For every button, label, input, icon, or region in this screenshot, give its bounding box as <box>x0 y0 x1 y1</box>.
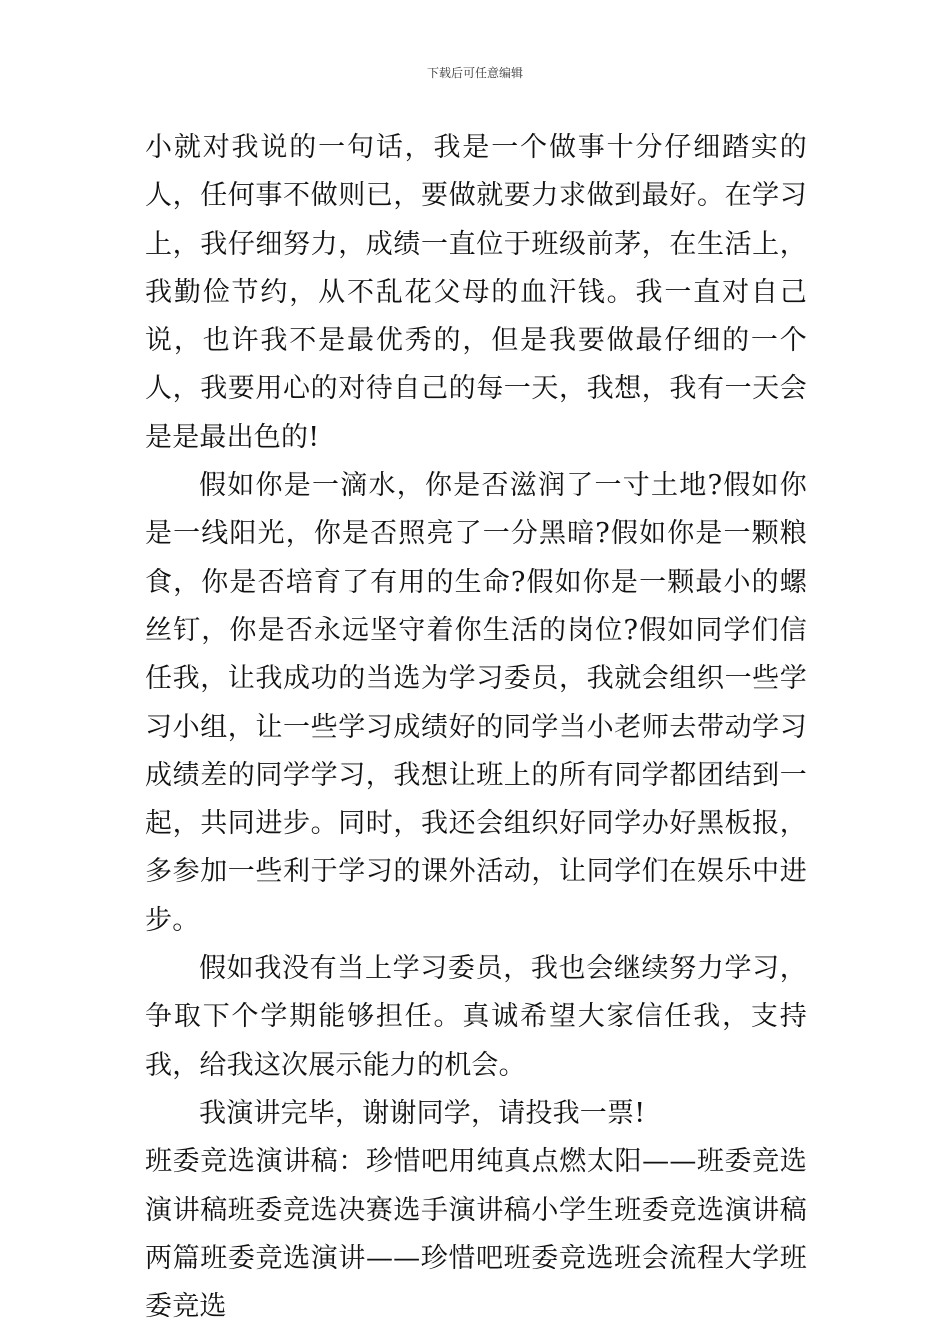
related-titles: 班委竞选演讲稿：珍惜吧用纯真点燃太阳——班委竞选演讲稿班委竞选决赛选手演讲稿小学生班委竞选演讲稿两篇班委竞选演讲——珍惜吧班委竞选班会流程大学班委竞选 <box>145 1146 807 1323</box>
document-body <box>145 124 807 1331</box>
paragraph-3: 假如我没有当上学习委员，我也会继续努力学习，争取下个学期能够担任。真诚希望大家信任我，支持我，给我这次展示能力的机会。 <box>145 953 807 1081</box>
page-header: 下载后可任意编辑 <box>426 66 523 80</box>
paragraph-2: 假如你是一滴水，你是否滋润了一寸土地?假如你是一线阳光，你是否照亮了一分黑暗?假如你是一颗粮食，你是否培育了有用的生命?假如你是一颗最小的螺丝钉，你是否永远坚守着你生活的岗位?假如同学们信任我，让我成功的当选为学习委员，我就会组织一些学习小组，让一些学习成绩好的同学当小老师去带动学习成绩差的同学学习，我想让班上的所有同学都团结到一起，共同进步。同时，我还会组织好同学办好黑板报，多参加一些利于学习的课外活动，让同学们在娱乐中进步。 <box>145 470 807 936</box>
paragraph-1: 小就对我说的一句话，我是一个做事十分仔细踏实的人，任何事不做则已，要做就要力求做到最好。在学习上，我仔细努力，成绩一直位于班级前茅，在生活上，我勤俭节约，从不乱花父母的血汗钱。我一直对自己说，也许我不是最优秀的，但是我要做最仔细的一个人，我要用心的对待自己的每一天，我想，我有一天会是是最出色的! <box>145 132 807 453</box>
paragraph-4: 我演讲完毕，谢谢同学，请投我一票! <box>199 1097 646 1129</box>
